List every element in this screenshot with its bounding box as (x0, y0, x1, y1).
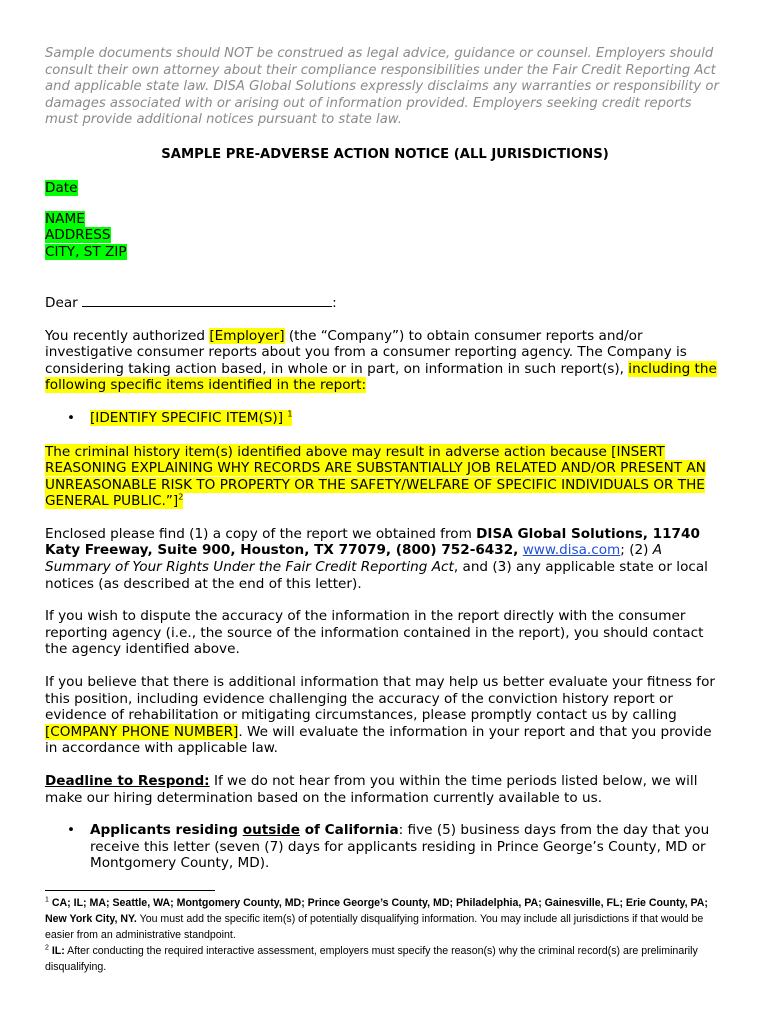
employer-placeholder: [Employer] (209, 327, 285, 344)
paragraph-authorization: You recently authorized [Employer] (the “Company”) to obtain consumer reports and/or investigative consumer reports about you from a consumer reporting agency. The Company is considering taking action based, in whole or in part, on information in such report(s), including the following specific items identified in the report: (45, 327, 717, 394)
deadline-list (45, 822, 725, 872)
date-field: Date (45, 179, 78, 196)
footnote-ref: 1 (287, 409, 293, 419)
deadline-label: Deadline to Respond: (45, 773, 210, 790)
footnote-2: $^2$ IL: After conducting the required interactive assessment, employers must specify the reason(s) why the criminal record(s) are preliminarily disqualifying. (45, 944, 698, 973)
recipient-city: CITY, ST ZIP (45, 244, 127, 261)
paragraph-criminal-history: The criminal history item(s) identified above may result in adverse action because [INSERT REASONING EXPLAINING WHY RECORDS ARE SUBSTANTIALLY JOB RELATED AND/OR PRESENT AN UNREASONABLE RISK TO PROPERTY OR THE SAFETY/WELFARE OF SPECIFIC INDIVIDUALS OR THE GENERAL PUBLIC.”]$^2$ (45, 443, 706, 510)
salutation: Dear : (45, 294, 337, 311)
disa-website-link[interactable]: www.disa.com (522, 542, 621, 559)
recipient-name-blank[interactable] (82, 294, 332, 307)
footnote-divider (45, 890, 215, 891)
list-item: • Applicants residing outside of California: five (5) business days from the day that you receive this letter (seven (7) days for applicants residing in Prince George’s County, MD or Montgomery County, MD). (67, 822, 710, 872)
list-item: • [IDENTIFY SPECIFIC ITEM(S)] $^1$ (67, 409, 293, 426)
document-page (45, 46, 725, 975)
phone-placeholder: [COMPANY PHONE NUMBER] (45, 723, 239, 740)
legal-disclaimer: Sample documents should NOT be construed as legal advice, guidance or counsel. Employers should consult their own attorney about their compliance responsibilities under the Fair Credit Reporting Act and applicable state law. DISA Global Solutions expressly disclaims any warranties or responsibility or damages associated with or arising out of information provided. Employers seeking credit reports must provide additional notices pursuant to state law. (45, 46, 719, 128)
recipient-address (45, 211, 725, 261)
footnote-1: $^1$ CA; IL; MA; Seattle, WA; Montgomery County, MD; Prince George’s County, MD; Philadelphia, PA; Gainesville, FL; Erie County, PA; New York City, NY. You must add the specific item(s) of potentially disqualifying information. You may include all jurisdictions if that would be easier from an administrative standpoint. (45, 896, 708, 941)
notice-title: SAMPLE PRE-ADVERSE ACTION NOTICE (ALL JURISDICTIONS) (161, 146, 609, 162)
paragraph-additional-info: If you believe that there is additional information that may help us better evaluate your fitness for this position, including evidence challenging the accuracy of the conviction history report or evidence of rehabilitation or mitigating circumstances, please promptly contact us by calling [COMPANY PHONE NUMBER]. We will evaluate the information in your report and that you provide in accordance with applicable law. (45, 674, 715, 757)
paragraph-dispute: If you wish to dispute the accuracy of the information in the report directly with the consumer reporting agency (i.e., the source of the information contained in the report), you should contact the agency identified above. (45, 608, 704, 658)
bullet-icon: • (67, 822, 76, 839)
paragraph-deadline: Deadline to Respond: If we do not hear from you within the time periods listed below, we will make our hiring determination based on the information currently available to us. (45, 773, 698, 806)
recipient-street: ADDRESS (45, 227, 111, 244)
specific-items-list (45, 410, 725, 427)
bullet-icon: • (67, 409, 76, 426)
footnote-ref: 2 (178, 492, 184, 502)
recipient-name: NAME (45, 210, 85, 227)
paragraph-enclosed: Enclosed please find (1) a copy of the report we obtained from DISA Global Solutions, 11740 Katy Freeway, Suite 900, Houston, TX 77079, (800) 752-6432, www.disa.com; (2) A Summary of Your Rights Under the Fair Credit Reporting Act, and (3) any applicable state or local notices (as described at the end of this letter). (45, 525, 708, 592)
